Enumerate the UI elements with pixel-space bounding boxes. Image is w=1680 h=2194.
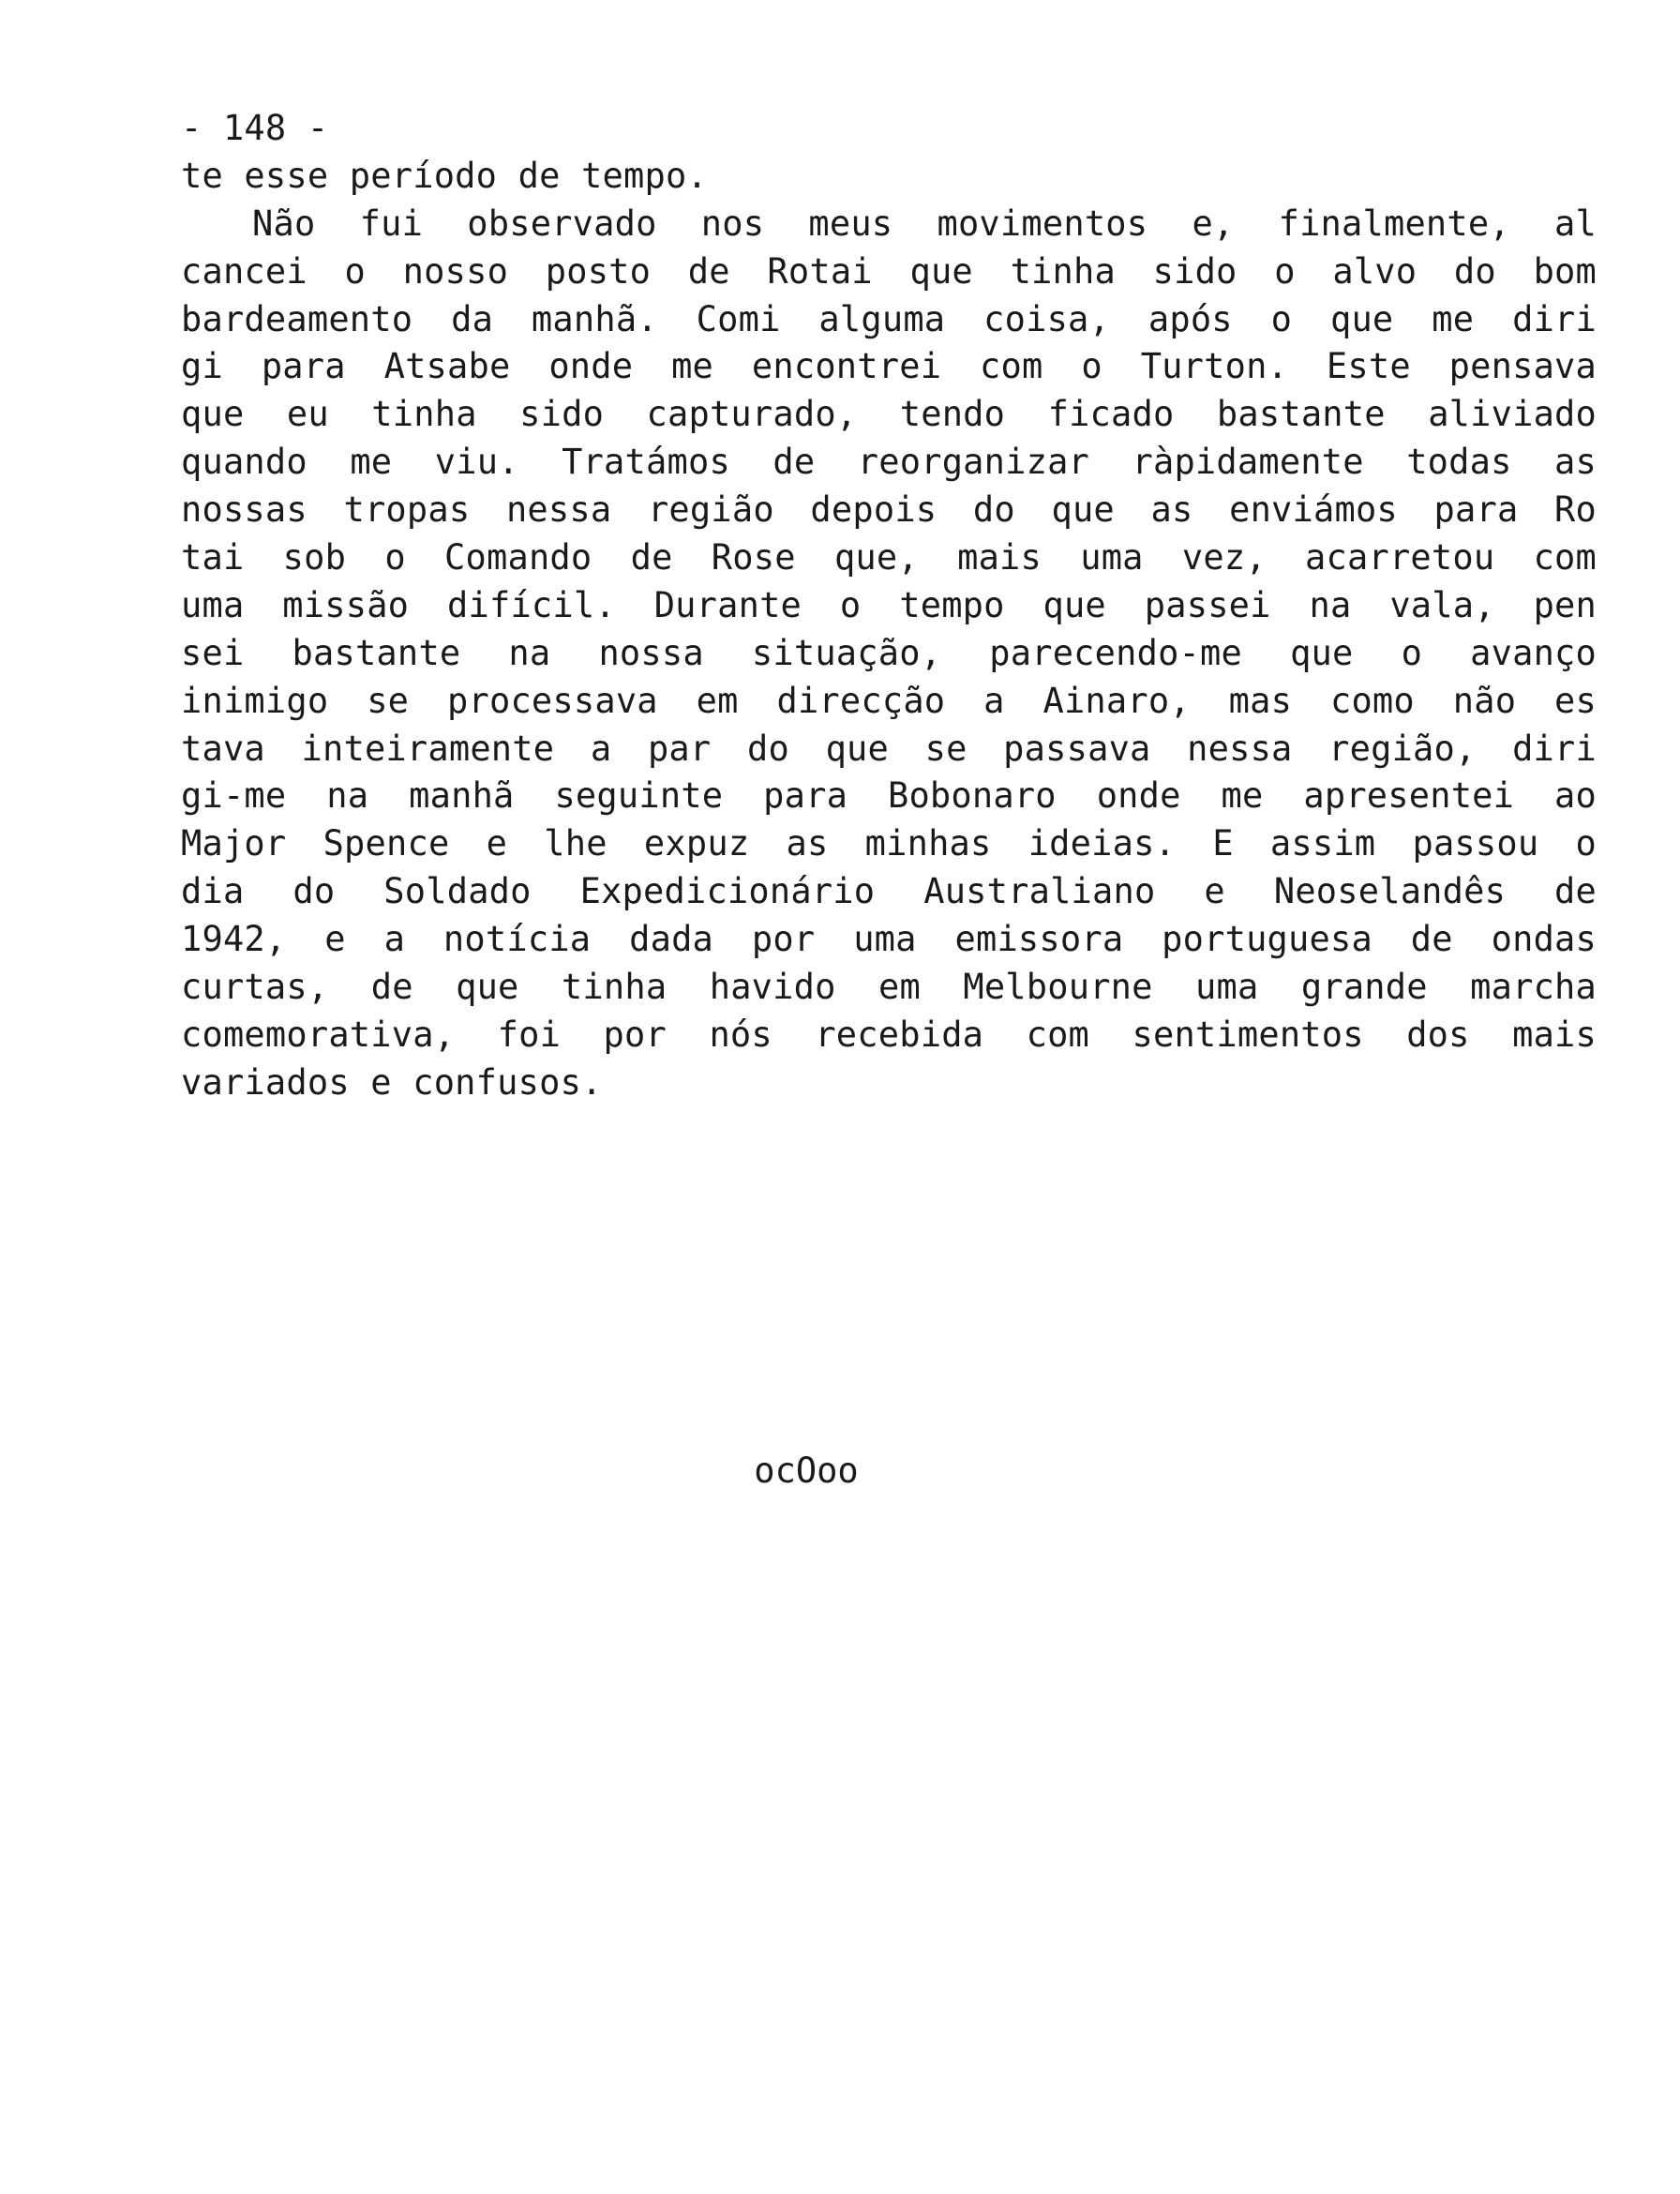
text-line: quando me viu. Tratámos de reorganizar ràpidamente todas as [181,442,1597,483]
text-line: tai sob o Comando de Rose que, mais uma vez, acarretou com [181,537,1597,579]
text-line: gi-me na manhã seguinte para Bobonaro onde me apresentei ao [181,775,1597,817]
end-mark-text: ocOoo [754,1450,859,1491]
text-line: sei bastante na nossa situação, parecendo-me que o avanço [181,632,1597,673]
text-line: inimigo se processava em direcção a Ainaro, mas como não es [181,680,1597,721]
text-line: uma missão difícil. Durante o tempo que passei na vala, pen [181,584,1597,625]
text-line: 1942, e a notícia dada por uma emissora portuguesa de ondas [181,919,1597,960]
text-line: gi para Atsabe onde me encontrei com o Turton. Este pensava [181,346,1597,387]
text-line: variados e confusos. [181,1061,603,1103]
typescript-body [181,105,1597,1107]
text-line: Não fui observado nos meus movimentos e, finalmente, al [252,203,1597,244]
text-line: tava inteiramente a par do que se passava nessa região, diri [181,728,1597,769]
text-line: comemorativa, foi por nós recebida com sentimentos dos mais [181,1014,1597,1055]
text-line: bardeamento da manhã. Comi alguma coisa, após o que me diri [181,298,1597,339]
text-line: te esse período de tempo. [181,155,708,196]
text-line: cancei o nosso posto de Rotai que tinha sido o alvo do bom [181,250,1597,292]
text-line: Major Spence e lhe expuz as minhas ideias. E assim passou o [181,823,1597,864]
text-line: nossas tropas nessa região depois do que as enviámos para Ro [181,489,1597,531]
text-line: curtas, de que tinha havido em Melbourne uma grande marcha [181,967,1597,1008]
page-number: - 148 - [181,108,329,148]
section-end-mark [0,1450,1680,1491]
text-line: que eu tinha sido capturado, tendo ficado bastante aliviado [181,394,1597,435]
text-line: dia do Soldado Expedicionário Australiano e Neoselandês de [181,871,1597,912]
